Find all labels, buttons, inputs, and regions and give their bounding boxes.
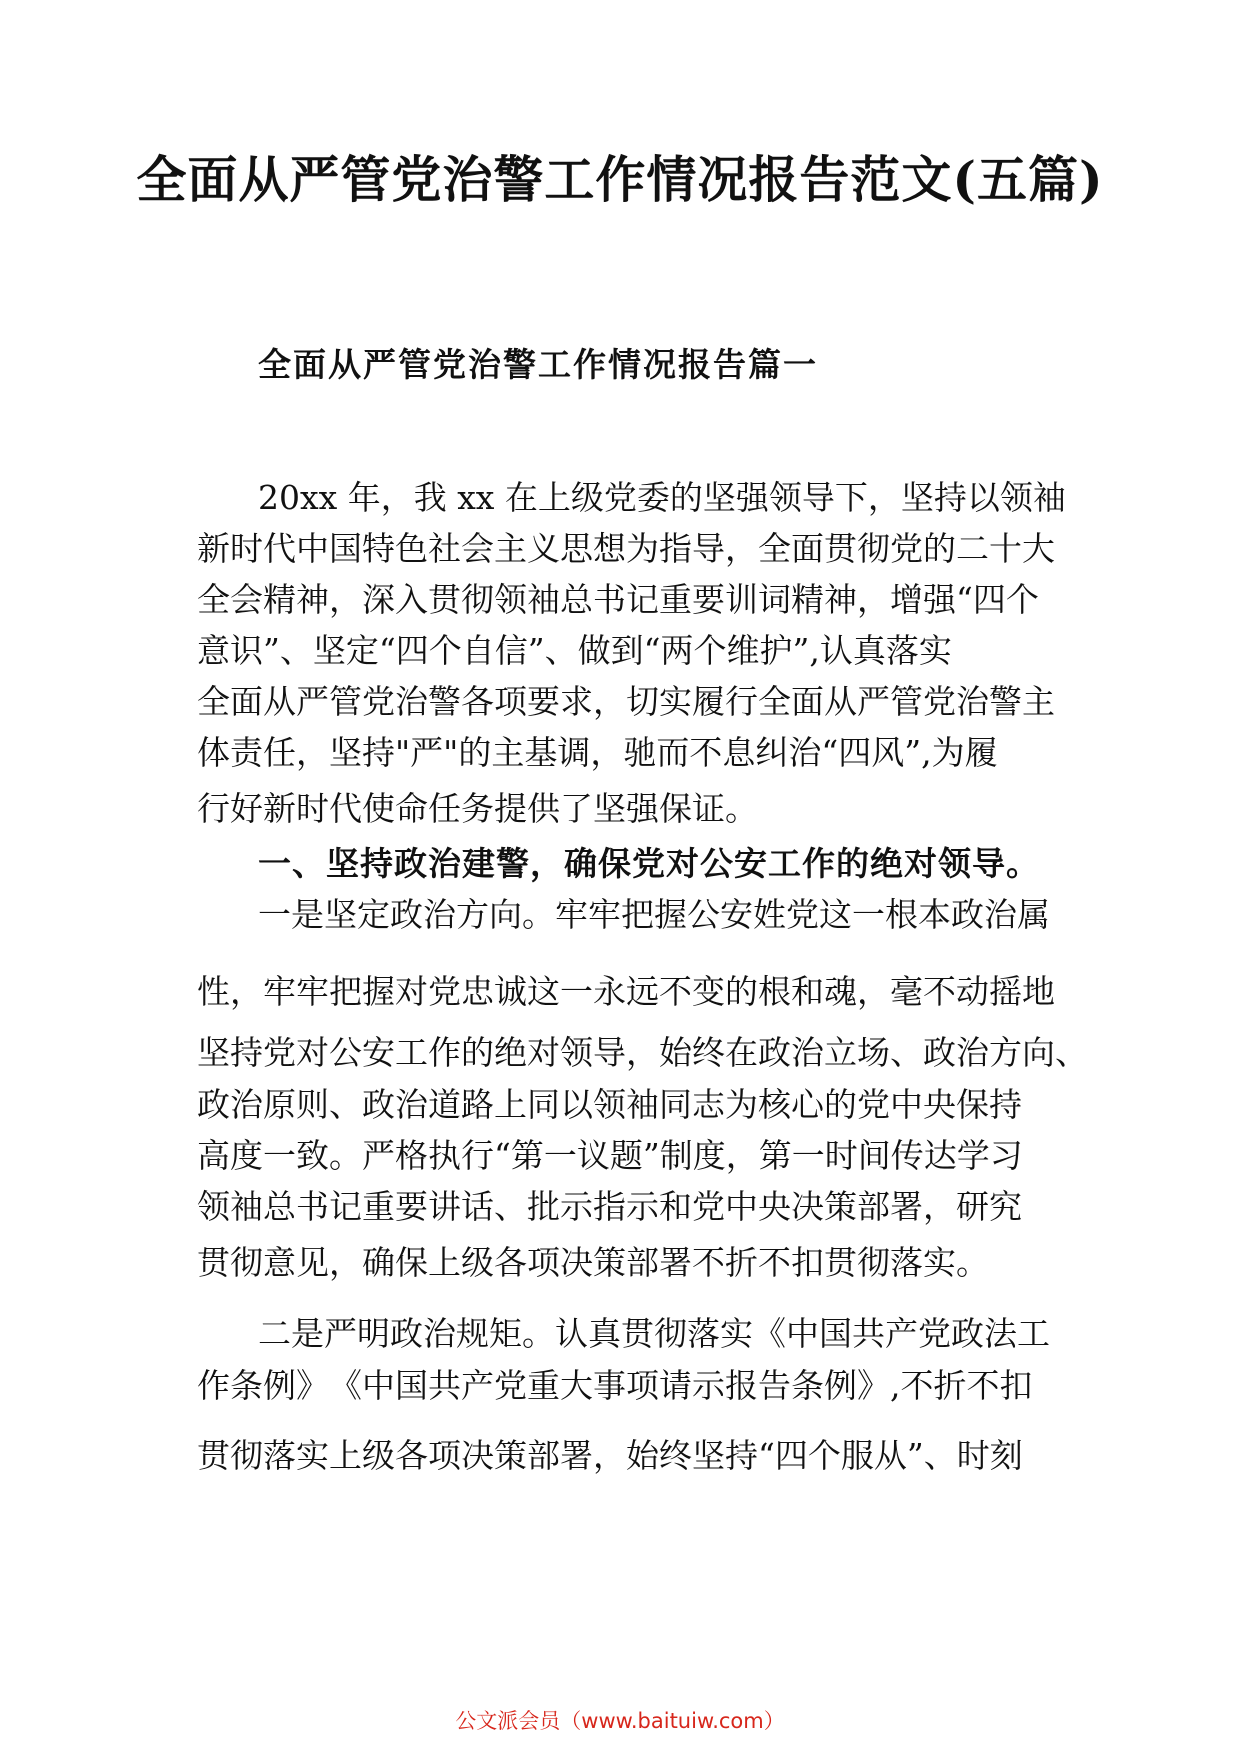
paragraph-line: 作条例》 《中国共产党重大事项请示报告条例》,不折不扣 [197, 1366, 1033, 1405]
section-heading: 全面从严管党治警工作情况报告篇一 [258, 345, 818, 384]
paragraph-line: 全面从严管党治警各项要求，切实履行全面从严管党治警主 [197, 682, 1055, 721]
paragraph-line: 贯彻落实上级各项决策部署，始终坚持“四个服从”、时刻 [197, 1436, 1023, 1475]
paragraph-line: 性，牢牢把握对党忠诚这一永远不变的根和魂，毫不动摇地 [197, 972, 1055, 1011]
document-title: 全面从严管党治警工作情况报告范文(五篇) [136, 150, 1104, 209]
paragraph-line: 新时代中国特色社会主义思想为指导，全面贯彻党的二十大 [197, 529, 1055, 568]
subheading-line: 一、坚持政治建警，确保党对公安工作的绝对领导。 [258, 844, 1040, 883]
paragraph-line: 坚持党对公安工作的绝对领导，始终在政治立场、政治方向、 [197, 1033, 1088, 1072]
footer-watermark: 公文派会员（www.baituiw.com） [455, 1709, 785, 1733]
paragraph-line: 一是坚定政治方向。牢牢把握公安姓党这一根本政治属 [258, 895, 1050, 934]
paragraph-line: 领袖总书记重要讲话、批示指示和党中央决策部署，研究 [197, 1187, 1022, 1226]
paragraph-line: 二是严明政治规矩。认真贯彻落实《中国共产党政法工 [258, 1314, 1050, 1353]
paragraph-line: 全会精神，深入贯彻领袖总书记重要训词精神，增强“四个 [197, 580, 1039, 619]
paragraph-line: 政治原则、政治道路上同以领袖同志为核心的党中央保持 [197, 1085, 1022, 1124]
paragraph-line: 高度一致。严格执行“第一议题”制度，第一时间传达学习 [197, 1136, 1023, 1175]
paragraph-line: 20xx 年，我 xx 在上级党委的坚强领导下，坚持以领袖 [258, 478, 1066, 517]
paragraph-line: 行好新时代使命任务提供了坚强保证。 [197, 789, 758, 828]
paragraph-line: 意识”、坚定“四个自信”、做到“两个维护”,认真落实 [197, 631, 952, 670]
paragraph-line: 体责任，坚持"严"的主基调，驰而不息纠治“四风”,为履 [197, 733, 998, 772]
paragraph-line: 贯彻意见，确保上级各项决策部署不折不扣贯彻落实。 [197, 1243, 989, 1282]
